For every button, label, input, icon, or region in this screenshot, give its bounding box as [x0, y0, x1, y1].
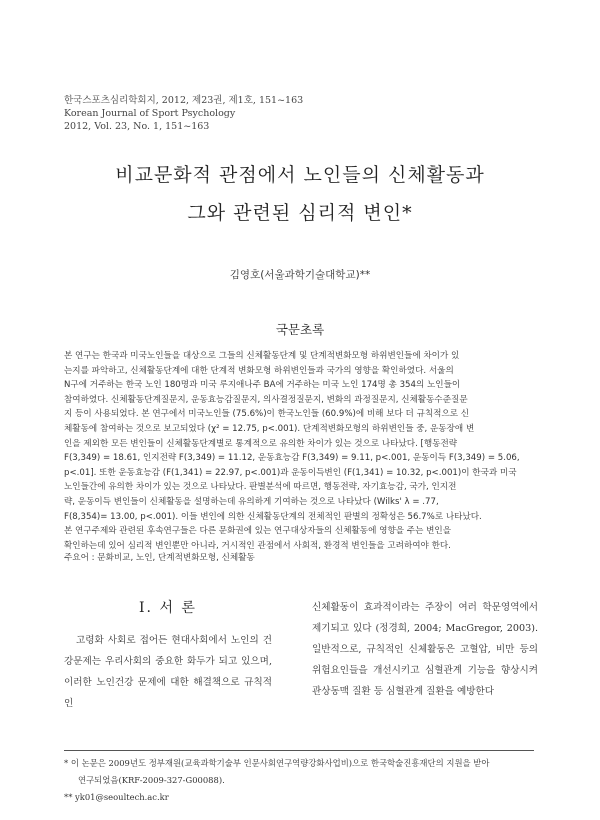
abstract-line: 는지를 파악하고, 신체활동단계에 대한 단계적 변화모형 하위변인들과 국가의 영향을 확인하였다. 서울의 [64, 365, 454, 376]
abstract-line: 략, 운동이득 변인들이 신체활동을 설명하는데 유의하게 기여하는 것으로 나타났다 (Wilks' λ = .77, [64, 496, 439, 507]
paper-title-line-2: 그와 관련된 심리적 변인* [187, 202, 413, 224]
body-text-left-column: 고령화 사회로 접어든 현대사회에서 노인의 건강문제는 우리사회의 중요한 화두가 되고 있으며, 이러한 노인건강 문제에 대한 해결책으로 규칙적인 [64, 635, 272, 709]
abstract-line: F(8,354)= 13.00, p<.001). 이들 변인에 의한 신체활동단계의 전체적인 판별의 정확성은 56.7%로 나타났다. [64, 511, 482, 522]
journal-citation-english: 2012, Vol. 23, No. 1, 151~163 [64, 121, 210, 132]
abstract-line: 본 연구주제와 관련된 후속연구들은 다른 문화권에 있는 연구대상자들의 신체활동에 영향을 주는 변인을 [64, 526, 452, 537]
keywords: 주요어 : 문화비교, 노인, 단계적변화모형, 신체활동 [64, 553, 255, 563]
abstract-line: 인을 제외한 모든 변인들이 신체활동단계별로 통계적으로 유의한 차이가 있는 것으로 나타났다. [행동전략 [64, 438, 458, 449]
abstract-line: 노인들간에 유의한 차이가 있는 것으로 나타났다. 판별분석에 따르면, 행동전략, 자기효능감, 국가, 인지전 [64, 482, 457, 493]
footnote-email: ** yk01@seoultech.ac.kr [64, 792, 169, 802]
journal-name-english: Korean Journal of Sport Psychology [64, 108, 236, 119]
footnote-funding-cont: 연구되었음(KRF-2009-327-G00088). [78, 775, 225, 785]
abstract-body [64, 349, 536, 553]
abstract-line: 체활동에 참여하는 것으로 보고되었다 (χ² = 12.75, p<.001). 단계적변화모형의 하위변인들 중, 운동장애 변 [64, 423, 475, 434]
footnotes [64, 755, 540, 806]
abstract-line: p<.01]. 또한 운동효능감 (F(1,341) = 22.97, p<.001)과 운동이득변인 (F(1,341) = 10.32, p<.001)이 한국과 미국 [64, 467, 517, 478]
footnote-funding: * 이 논문은 2009년도 정부재원(교육과학기술부 인문사회연구역량강화사업비)으로 한국학술진흥재단의 지원을 받아 [64, 758, 490, 768]
abstract-line: 지 등이 사용되었다. 본 연구에서 미국노인들 (75.6%)이 한국노인들 (60.9%)에 비해 보다 더 규칙적으로 신 [64, 409, 470, 420]
journal-header [64, 94, 303, 133]
paper-title-line-1: 비교문화적 관점에서 노인들의 신체활동과 [115, 164, 485, 186]
footnote-divider [64, 750, 534, 751]
abstract-heading: 국문초록 [275, 322, 325, 337]
abstract-line: N구에 거주하는 한국 노인 180명과 미국 루지애나주 BA에 거주하는 미국 노인 174명 총 354의 노인들이 [64, 380, 461, 391]
abstract-line: F(3,349) = 18.61, 인지전략 F(3,349) = 11.12, 운동효능감 F(3,349) = 9.11, p<.001, 운동이득 F(3,349) = 5.06, [64, 453, 520, 464]
body-text-right-column: 신체활동이 효과적이라는 주장이 여러 학문영역에서 제기되고 있다 (정경희, 2004; MacGregor, 2003). 일반적으로, 규칙적인 신체활동은 고혈압, 비만 등의 위험요인들을 개선시키고 심혈관계 기능을 향상시켜 관상동맥 질환 등 심혈관계 질환을 예방한다 [312, 602, 538, 697]
abstract-line: 확인하는데 있어 심리적 변인뿐만 아니라, 거시적인 관점에서 사회적, 환경적 변인들을 고려하여야 한다. [64, 540, 451, 551]
abstract-line: 참여하였다. 신체활동단계질문지, 운동효능감질문지, 의사결정질문지, 변화의 과정질문지, 신체활동수준질문 [64, 394, 468, 405]
section-heading-introduction: I. 서 론 [139, 600, 197, 616]
journal-citation-korean: 한국스포츠심리학회지, 2012, 제23권, 제1호, 151~163 [64, 95, 304, 106]
abstract-line: 본 연구는 한국과 미국노인들을 대상으로 그들의 신체활동단계 및 단계적변화모형 하위변인들에 차이가 있 [64, 351, 460, 361]
author-affiliation: 김영호(서울과학기술대학교)** [229, 269, 371, 281]
